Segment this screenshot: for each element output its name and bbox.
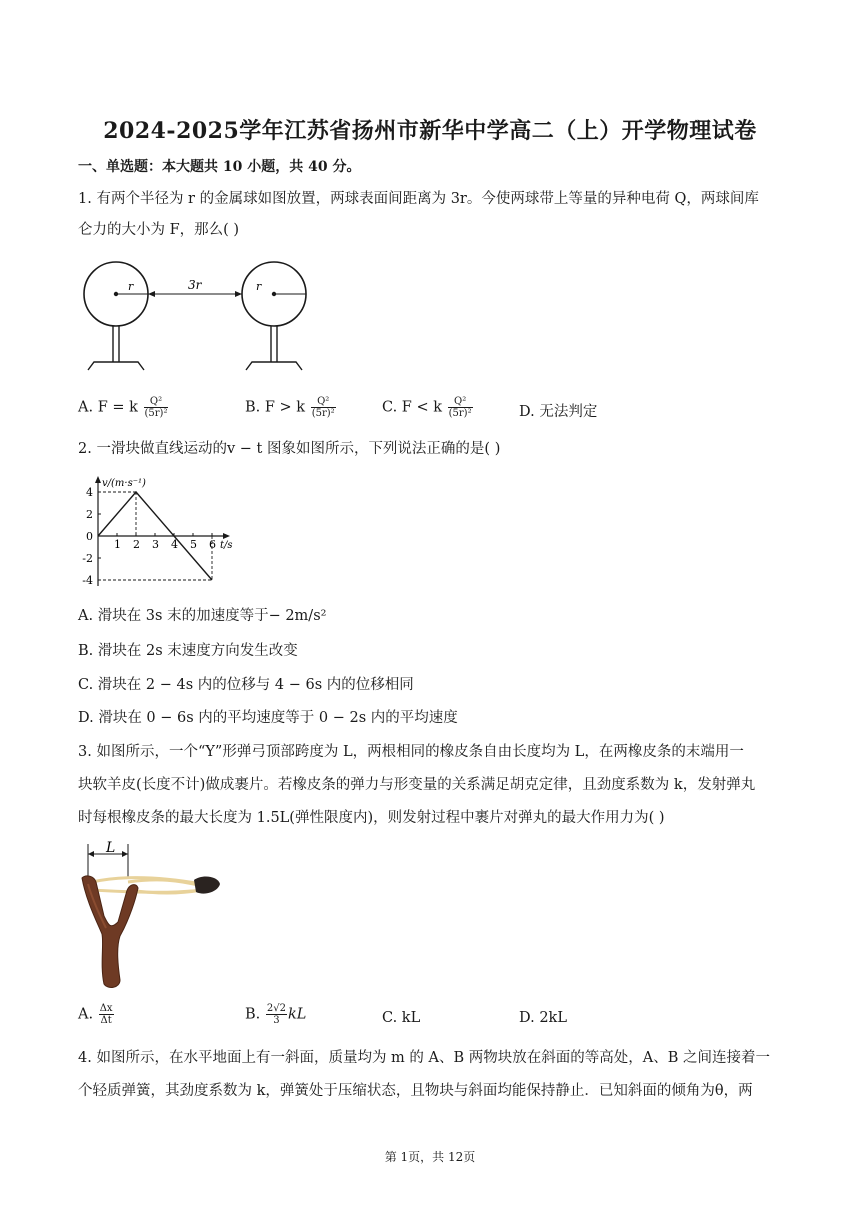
label-r-left: r — [128, 280, 134, 293]
q3-text-line1: 3. 如图所示，一个“Y”形弹弓顶部跨度为 L，两根相同的橡皮条自由长度均为 L，在两橡皮条的末端用一 — [78, 744, 744, 760]
x-axis-arrow — [223, 533, 230, 539]
q3-slingshot-figure — [78, 838, 238, 996]
q3-option-d[interactable]: D. 2kL — [519, 1010, 567, 1026]
y-axis-arrow — [95, 476, 101, 483]
q3-option-c[interactable]: C. kL — [382, 1010, 421, 1026]
q2-text-line1: 2. 一滑块做直线运动的v − t 图象如图所示，下列说法正确的是( ) — [78, 441, 501, 457]
q1-option-a[interactable]: A. F = k $\frac{\text{Q²}}{\text{(5r)²}}$ — [78, 396, 168, 419]
q1-text-line1: 1. 有两个半径为 r 的金属球如图放置，两球表面间距离为 3r。今使两球带上等量的异种电荷 Q，两球间库 — [78, 191, 759, 207]
y-axis-label: v/(m·s⁻¹) — [102, 478, 146, 489]
x-axis-label: t/s — [220, 540, 233, 551]
q3-text-line3: 时每根橡皮条的最大长度为 1.5L(弹性限度内)，则发射过程中裹片对弹丸的最大作用力为( ) — [78, 810, 665, 826]
q1-option-d[interactable]: D. 无法判定 — [519, 404, 598, 420]
q3-option-b[interactable]: B. $\frac{2√2}{3}$ kL — [245, 1003, 307, 1026]
label-r-right: r — [256, 280, 262, 293]
q3-text-line2: 块软羊皮(长度不计)做成裹片。若橡皮条的弹力与形变量的关系满足胡克定律，且劲度系数为 k，发射弹丸 — [78, 777, 756, 793]
x-tick-label: 2 — [133, 538, 140, 551]
x-tick-label: 5 — [190, 538, 197, 551]
section-heading: 一、单选题：本大题共 10 小题，共 40 分。 — [78, 159, 361, 175]
x-tick-label: 3 — [152, 538, 159, 551]
q3-option-a[interactable]: A. $\frac{\Delta x}{\Delta t}$ — [78, 1003, 113, 1026]
label-3r: 3r — [188, 278, 202, 292]
q2-option-b[interactable]: B. 滑块在 2s 末速度方向发生改变 — [78, 643, 298, 659]
q1-text-line2: 仑力的大小为 F，那么( ) — [78, 222, 240, 238]
q1-option-c[interactable]: C. F < k $\frac{\text{Q²}}{\text{(5r)²}}$ — [382, 396, 472, 419]
y-tick-label: -2 — [82, 552, 93, 565]
x-tick-label: 4 — [171, 538, 178, 551]
label-L: L — [106, 840, 116, 856]
x-tick-label: 6 — [209, 538, 216, 551]
q2-option-d[interactable]: D. 滑块在 0 − 6s 内的平均速度等于 0 − 2s 内的平均速度 — [78, 710, 458, 726]
y-tick-label: 0 — [86, 530, 93, 543]
q4-text-line2: 个轻质弹簧，其劲度系数为 k，弹簧处于压缩状态，且物块与斜面均能保持静止．已知斜面的倾角为θ，两 — [78, 1083, 753, 1099]
y-tick-label: 2 — [86, 508, 93, 521]
exam-title: 2024-2025学年江苏省扬州市新华中学高二（上）开学物理试卷 — [103, 118, 757, 144]
q4-text-line1: 4. 如图所示，在水平地面上有一斜面，质量均为 m 的 A、B 两物块放在斜面的等高处，A、B 之间连接着一 — [78, 1050, 770, 1066]
page-footer: 第 1页，共 12页 — [384, 1150, 476, 1164]
y-tick-label: -4 — [82, 574, 93, 587]
y-tick-label: 4 — [86, 486, 93, 499]
x-tick-label: 1 — [114, 538, 121, 551]
q2-vt-graph — [78, 470, 248, 592]
q2-option-a[interactable]: A. 滑块在 3s 末的加速度等于− 2m/s² — [78, 608, 327, 624]
q1-figure-two-spheres — [78, 258, 318, 376]
q1-option-b[interactable]: B. F > k $\frac{\text{Q²}}{\text{(5r)²}}$ — [245, 396, 335, 419]
q2-option-c[interactable]: C. 滑块在 2 − 4s 内的位移与 4 − 6s 内的位移相同 — [78, 677, 414, 693]
